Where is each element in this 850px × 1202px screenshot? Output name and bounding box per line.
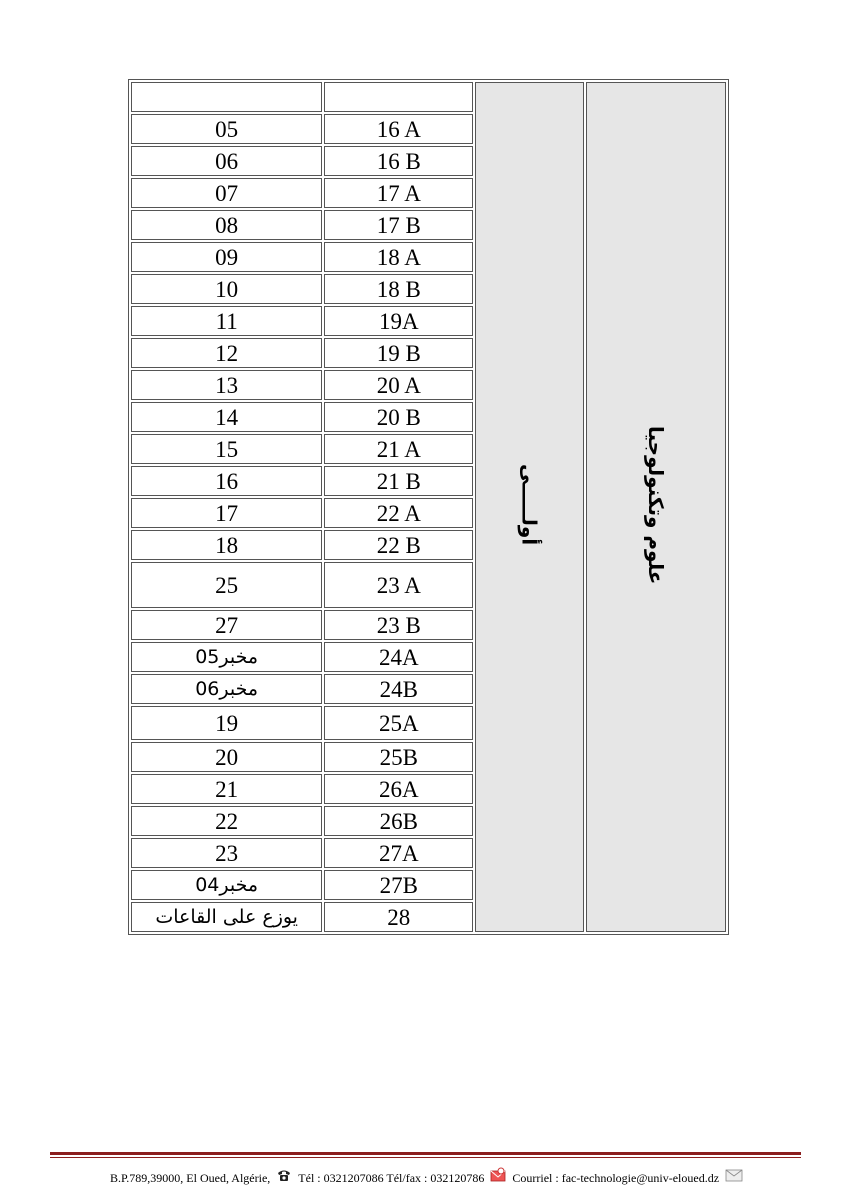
- room-cell: 06: [131, 146, 322, 176]
- room-cell: 08: [131, 210, 322, 240]
- room-cell: 20: [131, 742, 322, 772]
- header-row: [131, 82, 726, 112]
- group-cell: 26B: [324, 806, 473, 836]
- footer: [50, 1160, 801, 1186]
- group-cell: 22 A: [324, 498, 473, 528]
- footer-address: B.P.789,39000, El Oued, Algérie,: [109, 1171, 271, 1185]
- group-cell: 26A: [324, 774, 473, 804]
- assignment-table: [128, 79, 729, 935]
- header-group: [324, 82, 473, 112]
- group-cell: 21 A: [324, 434, 473, 464]
- group-cell: 25B: [324, 742, 473, 772]
- group-cell: 18 B: [324, 274, 473, 304]
- room-cell: 21: [131, 774, 322, 804]
- group-cell: 25A: [324, 706, 473, 740]
- field-label: علوم وتكنولوجيا: [644, 425, 669, 585]
- group-cell: 21 B: [324, 466, 473, 496]
- room-cell: 05: [131, 114, 322, 144]
- group-cell: 23 B: [324, 610, 473, 640]
- group-cell: 28: [324, 902, 473, 932]
- room-cell: 15: [131, 434, 322, 464]
- group-cell: 19A: [324, 306, 473, 336]
- room-cell: 19: [131, 706, 322, 740]
- telephone-icon: [276, 1167, 292, 1183]
- footer-rule: [50, 1152, 801, 1155]
- room-cell: 23: [131, 838, 322, 868]
- group-cell: 16 A: [324, 114, 473, 144]
- room-cell: 22: [131, 806, 322, 836]
- group-cell: 20 B: [324, 402, 473, 432]
- room-cell: 12: [131, 338, 322, 368]
- room-cell: مخبر06: [131, 674, 322, 704]
- footer-rule-thin: [50, 1157, 801, 1158]
- group-cell: 20 A: [324, 370, 473, 400]
- room-cell: 27: [131, 610, 322, 640]
- room-cell: يوزع على القاعات: [131, 902, 322, 932]
- header-room: [131, 82, 322, 112]
- room-cell: 25: [131, 562, 322, 608]
- email-icon: [490, 1167, 506, 1183]
- group-cell: 19 B: [324, 338, 473, 368]
- room-cell: مخبر05: [131, 642, 322, 672]
- room-cell: 10: [131, 274, 322, 304]
- group-cell: 27A: [324, 838, 473, 868]
- room-cell: 09: [131, 242, 322, 272]
- group-cell: 17 A: [324, 178, 473, 208]
- room-cell: 07: [131, 178, 322, 208]
- room-cell: 13: [131, 370, 322, 400]
- footer-phone: Tél : 0321207086 Tél/fax : 032120786: [298, 1171, 485, 1185]
- room-cell: 14: [131, 402, 322, 432]
- room-cell: 16: [131, 466, 322, 496]
- group-cell: 27B: [324, 870, 473, 900]
- room-cell: 18: [131, 530, 322, 560]
- level-label: أولـــــى: [517, 464, 542, 546]
- field-cell: [586, 82, 726, 932]
- group-cell: 17 B: [324, 210, 473, 240]
- footer-email: Courriel : fac-technologie@univ-eloued.dz: [512, 1171, 720, 1185]
- room-cell: 11: [131, 306, 322, 336]
- level-cell: [475, 82, 584, 932]
- group-cell: 24A: [324, 642, 473, 672]
- group-cell: 16 B: [324, 146, 473, 176]
- room-cell: 17: [131, 498, 322, 528]
- room-cell: مخبر04: [131, 870, 322, 900]
- envelope-icon: [725, 1167, 741, 1183]
- group-cell: 23 A: [324, 562, 473, 608]
- group-cell: 22 B: [324, 530, 473, 560]
- group-cell: 18 A: [324, 242, 473, 272]
- group-cell: 24B: [324, 674, 473, 704]
